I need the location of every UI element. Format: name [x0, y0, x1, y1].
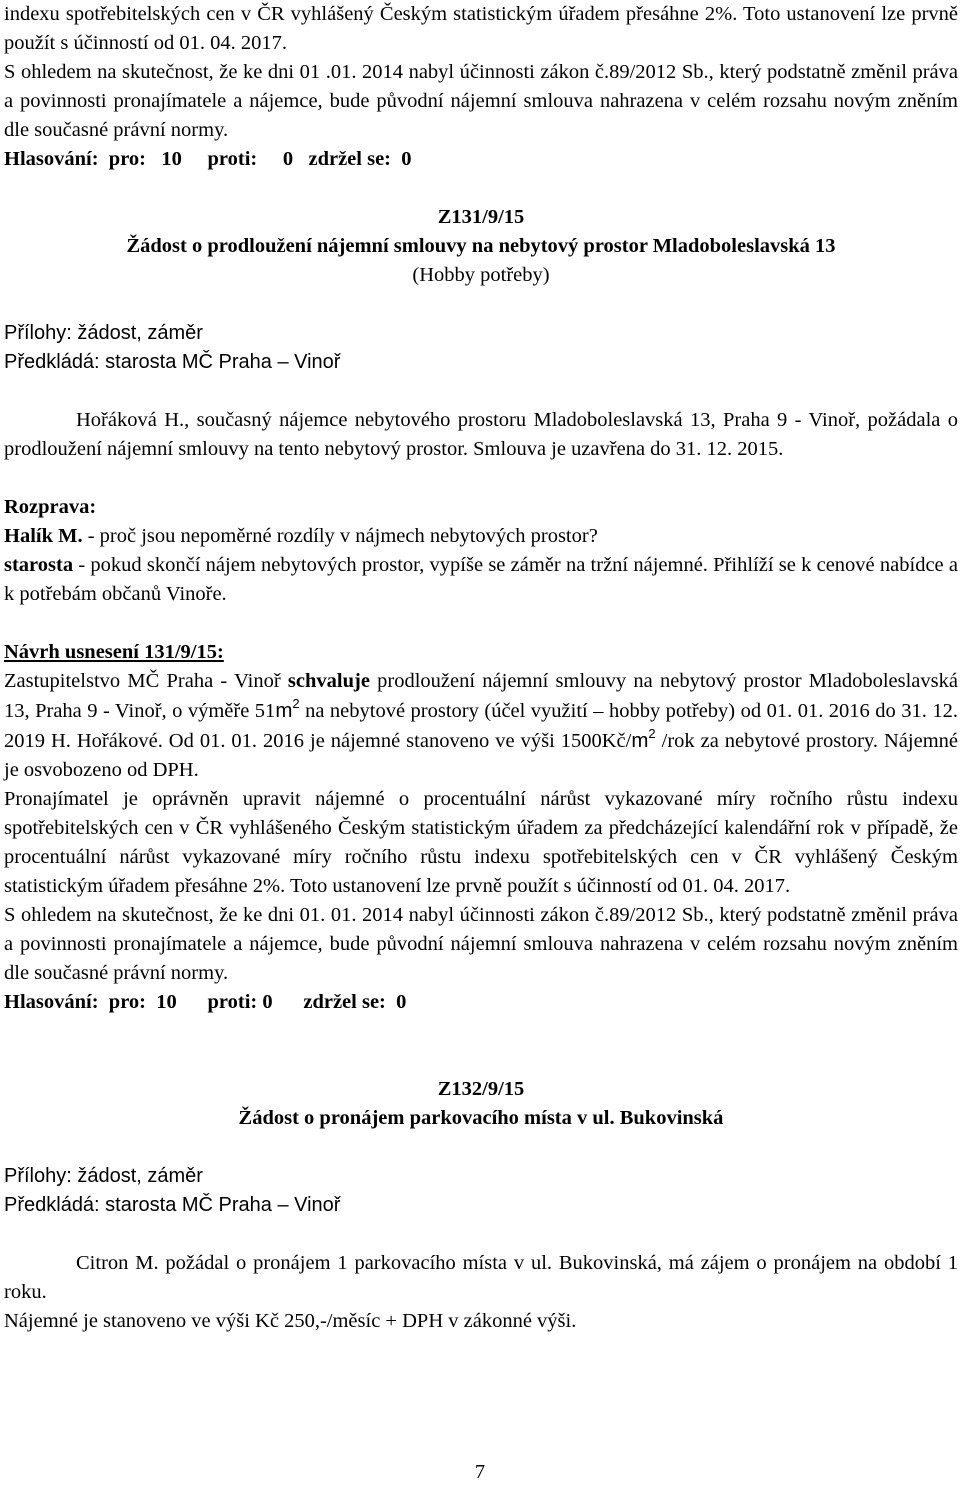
resolution-text-d: /rok za nebytové prostory. Nájemné je osvobozeno od DPH.	[4, 730, 958, 781]
resolution-text-c: na nebytové prostory (účel využití – hobby potřeby) od 01. 01. 2016 do 31. 12. 2019 H. Hořákové. Od 01. 01. 2016 je nájemné stanoveno ve výši 1500Kč/	[4, 700, 958, 752]
resolution-paragraph-3: S ohledem na skutečnost, že ke dni 01. 01. 2014 nabyl účinnosti zákon č.89/2012 Sb., který podstatně změnil práva a povinnosti pronajímatele a nájemce, bude původní nájemní smlouva nahrazena v celém rozsahu novým zněním dle současné právní normy.	[4, 904, 958, 984]
debate-question-text: - proč jsou nepoměrné rozdíly v nájmech nebytových prostor?	[82, 525, 598, 547]
item-131-subtitle: (Hobby potřeby)	[412, 264, 550, 286]
resolution-verb: schvaluje	[287, 670, 370, 692]
resolution-text-b: prodloužení nájemní smlouvy na nebytový prostor Mladoboleslavská 13, Praha 9 - Vinoř, o výměře 51	[4, 670, 958, 722]
area-unit: m	[275, 699, 293, 722]
page-number: 7	[474, 1461, 486, 1483]
item-131-title: Žádost o prodloužení nájemní smlouvy na nebytový prostor Mladoboleslavská 13	[126, 235, 836, 257]
rate-unit-exponent: 2	[648, 726, 656, 741]
area-unit-exponent: 2	[292, 696, 300, 711]
item-132-body: Citron M. požádal o pronájem 1 parkovacího místa v ul. Bukovinská, má zájem o pronájem na období 1 roku.	[4, 1252, 958, 1303]
item-132-attachments: Přílohy: žádost, záměr	[4, 1165, 203, 1187]
vote-line-top: Hlasování: pro: 10 proti: 0 zdržel se: 0	[4, 148, 412, 170]
item-131-attachments: Přílohy: žádost, záměr	[4, 322, 203, 344]
debate-heading: Rozprava:	[4, 496, 97, 518]
item-131-body: Hořáková H., současný nájemce nebytového prostoru Mladoboleslavská 13, Praha 9 - Vinoř, požádala o prodloužení nájemní smlouvy na tento nebytový prostor. Smlouva je uzavřena do 31. 12. 2015.	[4, 409, 958, 460]
item-132-title: Žádost o pronájem parkovacího místa v ul. Bukovinská	[238, 1107, 724, 1129]
item-132-submitter: Předkládá: starosta MČ Praha – Vinoř	[4, 1194, 341, 1216]
law-paragraph-top: S ohledem na skutečnost, že ke dni 01 .01. 2014 nabyl účinnosti zákon č.89/2012 Sb., který podstatně změnil práva a povinnosti pronajímatele a nájemce, bude původní nájemní smlouva nahrazena v celém rozsahu novým zněním dle současné právní normy.	[4, 61, 958, 141]
item-132-number: Z132/9/15	[437, 1078, 525, 1100]
resolution-paragraph-2: Pronajímatel je oprávněn upravit nájemné o procentuální nárůst vykazované míry ročního růstu indexu spotřebitelských cen v ČR vyhlášeného Českým statistickým úřadem za předcházející kalendářní rok v případě, že procentuální nárůst vykazované míry ročního růstu indexu spotřebitelských cen v ČR vyhlášený Českým statistickým úřadem přesáhne 2%. Toto ustanovení lze prvně použít s účinností od 01. 04. 2017.	[4, 788, 958, 897]
document-page	[4, 0, 958, 1336]
resolution-paragraph-1	[4, 667, 958, 785]
vote-line-131: Hlasování: pro: 10 proti: 0 zdržel se: 0	[4, 991, 407, 1013]
resolution-heading: Návrh usnesení 131/9/15:	[4, 641, 224, 663]
item-131-submitter: Předkládá: starosta MČ Praha – Vinoř	[4, 351, 341, 373]
item-131-number: Z131/9/15	[437, 206, 525, 228]
debate-question	[4, 522, 958, 551]
debate-answer	[4, 551, 958, 609]
rate-unit: m	[631, 729, 649, 752]
resolution-text-a: Zastupitelstvo MČ Praha - Vinoř	[4, 670, 288, 692]
item-132-rent: Nájemné je stanoveno ve výši Kč 250,-/měsíc + DPH v zákonné výši.	[4, 1310, 577, 1332]
debate-answer-speaker: starosta	[4, 554, 74, 576]
debate-question-speaker: Halík M.	[4, 525, 83, 547]
debate-answer-text: - pokud skončí nájem nebytových prostor, vypíše se záměr na tržní nájemné. Přihlíží se k cenové nabídce a k potřebám občanů Vinoře.	[4, 554, 958, 605]
cpi-paragraph-top: indexu spotřebitelských cen v ČR vyhlášený Českým statistickým úřadem přesáhne 2%. Toto ustanovení lze prvně použít s účinností od 01. 04. 2017.	[4, 3, 958, 54]
